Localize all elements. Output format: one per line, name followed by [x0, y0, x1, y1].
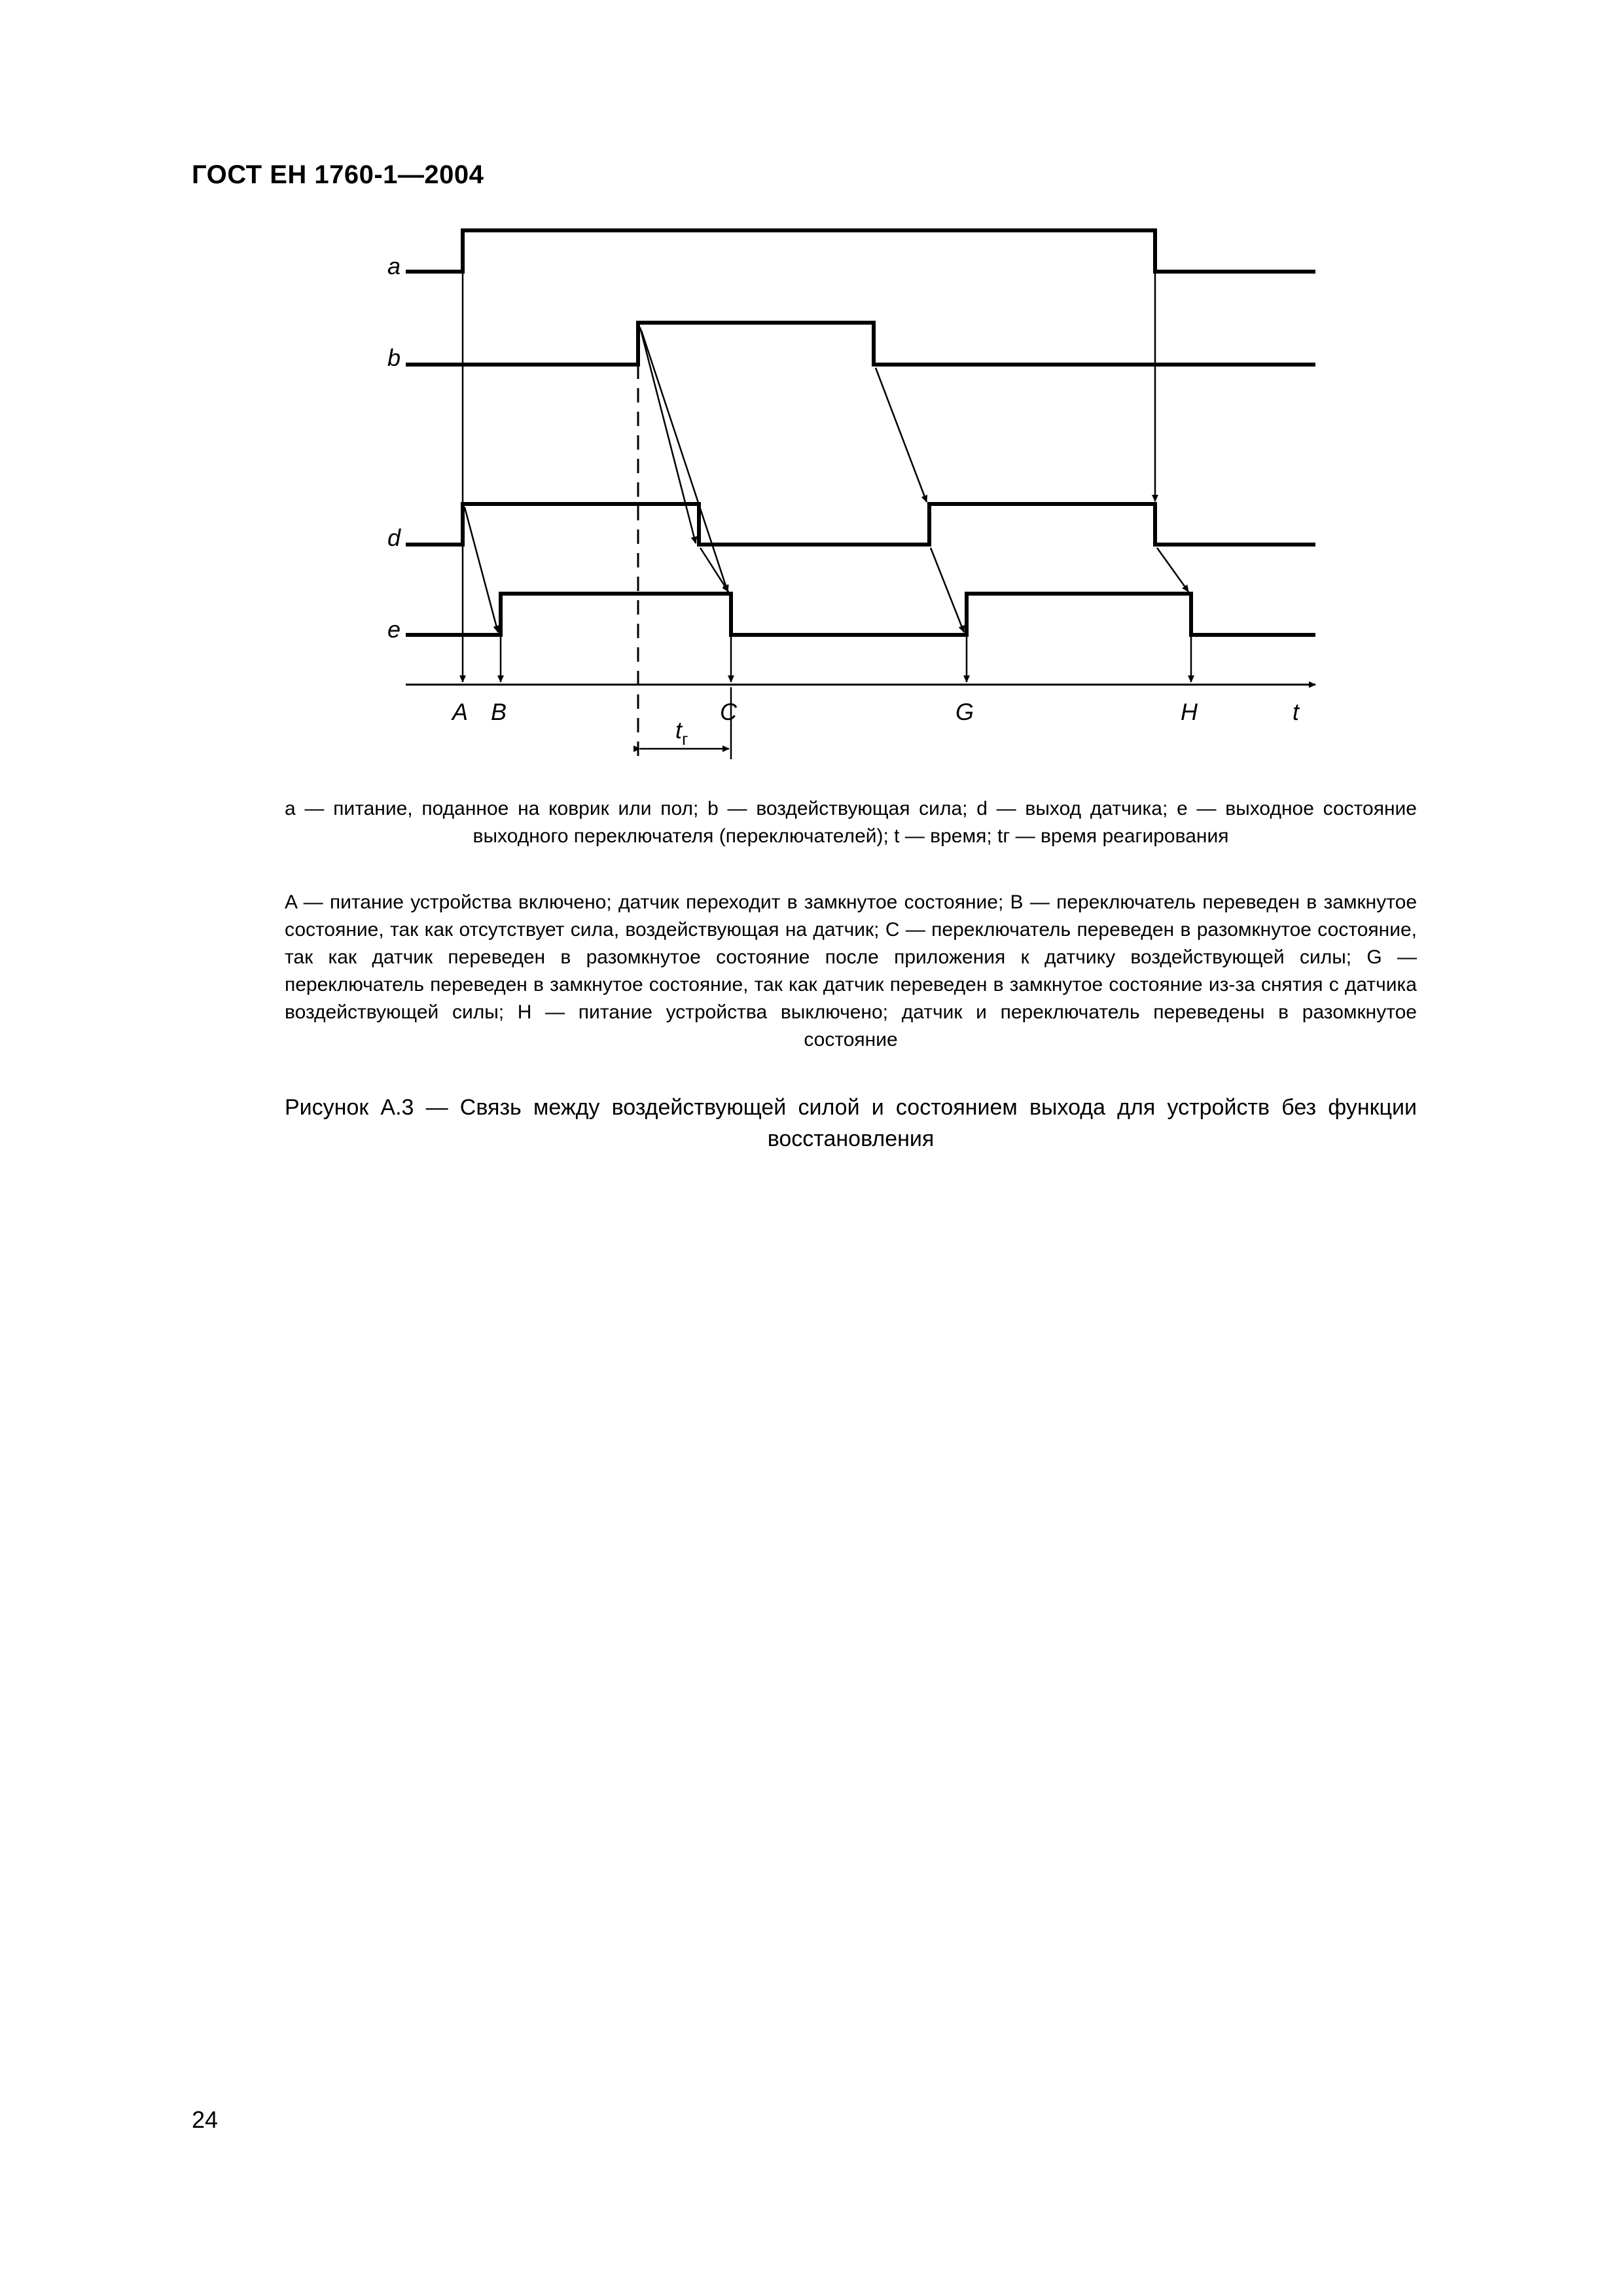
- waveform-d: [406, 504, 1315, 545]
- event-label-B: B: [491, 698, 507, 725]
- event-label-G: G: [955, 698, 974, 725]
- arrow-b-to-d-rise: [876, 368, 927, 502]
- response-time-label: $t_г$: [675, 717, 688, 749]
- waveform-b: [406, 323, 1315, 365]
- figure-caption: Рисунок А.3 — Связь между воздействующей силой и состоянием выхода для устройств без функции восстановления: [285, 1095, 1417, 1151]
- legend-events: A — питание устройства включено; датчик переходит в замкнутое состояние; B — переключатель переведен в замкнутое состояние, так как отсутствует сила, воздействующая на датчик; C — переключатель переведен в разомкнутое состояние, так как датчик переведен в разомкнутое состояние после приложения к датчику воздействующей силы; G — переключатель переведен в замкнутое состояние, так как датчик переведен в замкнутое состояние из-за снятия с датчика воздействующей силы; H — питание устройства выключено; датчик и переключатель переведены в разомкнутое состояние: [285, 891, 1417, 1050]
- arrow-b-to-d-fall: [640, 327, 696, 543]
- event-label-A: A: [452, 698, 469, 725]
- arrow-d-to-e-H: [1157, 548, 1188, 592]
- time-axis-label: t: [1293, 698, 1300, 725]
- waveform-e: [406, 594, 1315, 635]
- signal-label-d: d: [387, 524, 401, 551]
- page-number: 24: [192, 2106, 219, 2133]
- arrow-d-to-e-B: [465, 507, 498, 632]
- arrow-b-to-e-fall: [641, 331, 728, 592]
- event-label-C: C: [720, 698, 737, 725]
- standard-header: ГОСТ ЕН 1760-1—2004: [192, 160, 484, 189]
- arrow-d-to-e-G: [931, 548, 964, 632]
- signal-label-a: a: [387, 253, 401, 279]
- signal-label-b: b: [387, 344, 401, 371]
- signal-label-e: e: [387, 616, 401, 643]
- waveform-a: [406, 230, 1315, 272]
- event-label-H: H: [1181, 698, 1198, 725]
- arrow-d-to-e-C: [700, 548, 728, 592]
- legend-signals: a — питание, поданное на коврик или пол; b — воздействующая сила; d — выход датчика; e — выходное состояние выходного переключателя (переключателей); t — время; tг — время реагирования: [285, 798, 1417, 847]
- timing-diagram: [366, 209, 1342, 785]
